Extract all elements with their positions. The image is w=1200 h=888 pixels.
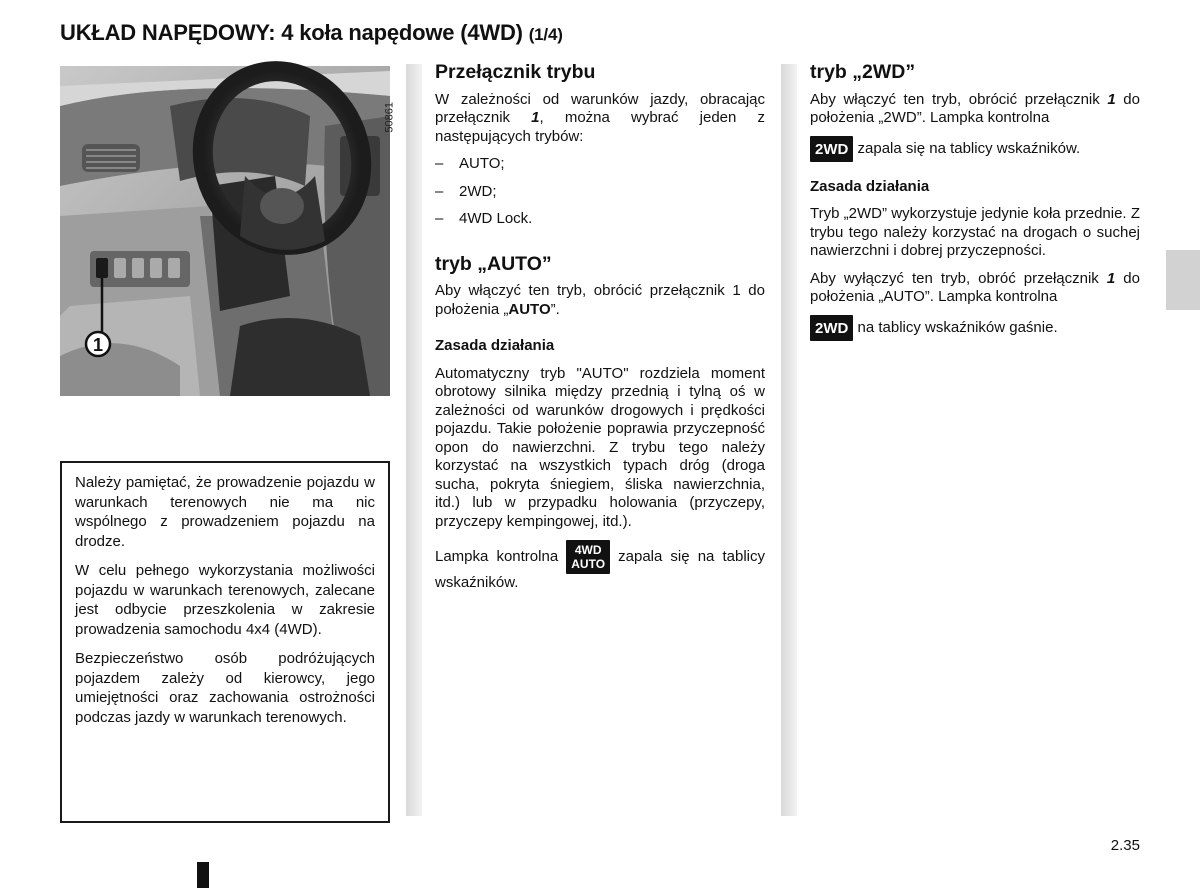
2wd-principle-heading: Zasada działania: [810, 177, 930, 195]
column-divider-1: [406, 64, 422, 816]
callout-number: 1: [92, 335, 104, 355]
section-tab-marker: [1166, 250, 1200, 310]
auto-principle-text: Automatyczny tryb "AUTO" rozdziela moment obrotowy silnika między przednią i tylną oś w zależności od warunków drogowych i prędkości pojazdu. Takie położenie poprawia przyczepność opon do nawierzchni. Z trybu tego należy korzystać na wszystkich typach dróg (droga sucha, pokryta śniegiem, śliska nawierzchnia, itd.) lub w przypadku holowania (przyczepy, przyczepy kempingowej, itd.).: [435, 364, 765, 530]
mode-list: [435, 155, 765, 229]
warning-paragraph-1: Należy pamiętać, że prowadzenie pojazdu w warunkach terenowych nie ma nic wspólnego z prowadzeniem pojazdu na drodze.: [75, 474, 375, 550]
2wd-lamp-icon: 2WD: [810, 136, 853, 162]
warning-box: [60, 461, 390, 823]
2wd-lamp-icon: 2WD: [810, 315, 853, 341]
warning-paragraph-3: Bezpieczeństwo osób podróżujących pojazdem zależy od kierowcy, jego umiejętności oraz zachowania ostrożności podczas jazdy w warunkach terenowych.: [75, 650, 375, 726]
2wd-lamp-on-text: 2WD zapala się na tablicy wskaźników.: [810, 136, 1140, 162]
2wd-lamp-off-text: 2WD na tablicy wskaźników gaśnie.: [810, 315, 1140, 341]
page-number: 2.35: [1110, 837, 1140, 854]
2wd-disable-text: Aby wyłączyć ten tryb, obróć przełącznik 1 do położenia „AUTO”. Lampka kontrolna: [810, 269, 1140, 305]
auto-principle-heading: Zasada działania: [435, 337, 555, 354]
section-heading-switch: Przełącznik trybu: [435, 61, 596, 83]
auto-lamp-text: Lampka kontrolna 4WD AUTO zapala się na tablicy wskaźników.: [435, 540, 765, 593]
mode-item: – 2WD;: [435, 183, 765, 202]
dashboard-photo: [60, 66, 396, 396]
column-mode-switch: [435, 63, 765, 602]
section-heading-2wd: tryb „2WD”: [810, 61, 916, 83]
2wd-principle-text: Tryb „2WD” wykorzystuje jedynie koła przednie. Z trybu tego należy korzystać na drogach o suchej nawierzchni i dobrej przyczepności.: [810, 205, 1140, 259]
4wd-auto-lamp-icon: 4WD AUTO: [566, 540, 610, 574]
auto-enable-text: Aby włączyć ten tryb, obrócić przełącznik 1 do położenia „AUTO”.: [435, 282, 765, 318]
2wd-enable-text: Aby włączyć ten tryb, obrócić przełącznik 1 do położenia „2WD”. Lampka kontrolna: [810, 90, 1140, 126]
page-part: (1/4): [528, 25, 563, 44]
page-title: [60, 20, 563, 46]
mode-item: – AUTO;: [435, 155, 765, 174]
switch-intro: W zależności od warunków jazdy, obracając przełącznik 1, można wybrać jeden z następujących trybów:: [435, 90, 765, 145]
column-2wd: [810, 63, 1140, 350]
print-mark: [197, 862, 209, 888]
warning-paragraph-2: W celu pełnego wykorzystania możliwości pojazdu w warunkach terenowych, zalecane jest odbycie przeszkolenia w zakresie prowadzenia samochodu 4x4 (4WD).: [75, 562, 375, 638]
section-heading-auto: tryb „AUTO”: [435, 252, 552, 275]
page-title-text: UKŁAD NAPĘDOWY: 4 koła napędowe (4WD): [60, 20, 523, 45]
mode-item: – 4WD Lock.: [435, 210, 765, 229]
photo-code: 50861: [384, 102, 396, 133]
dashboard-illustration: [60, 66, 390, 396]
column-divider-2: [781, 64, 797, 816]
